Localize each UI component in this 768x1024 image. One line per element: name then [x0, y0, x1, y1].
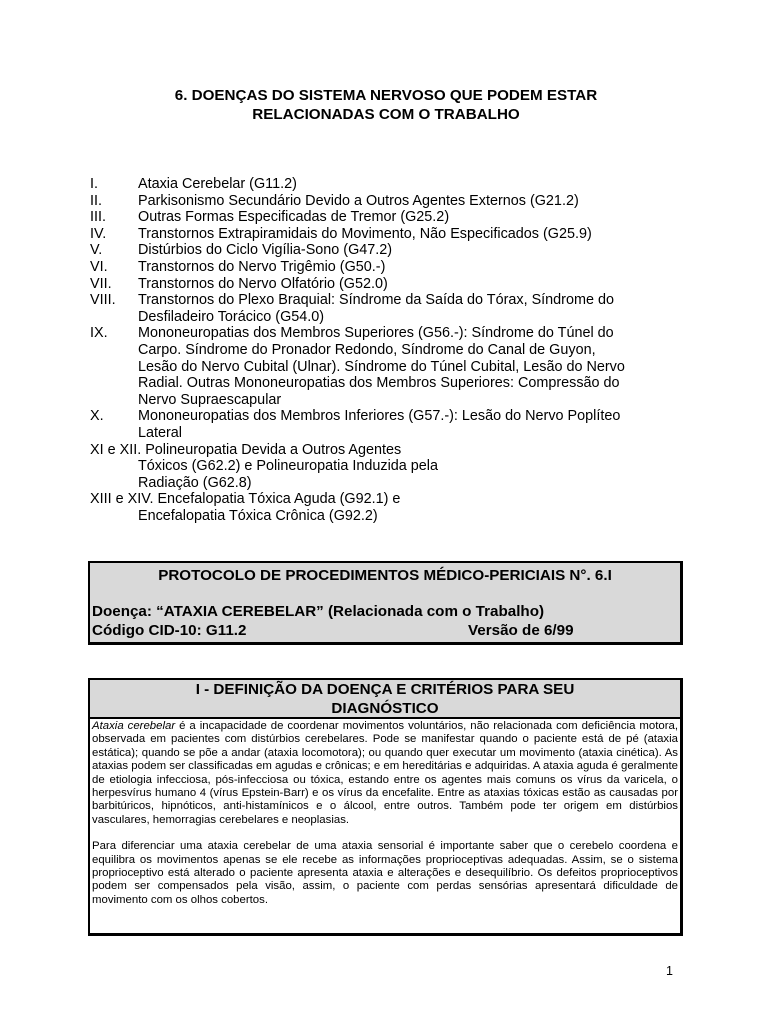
- list-item: [90, 259, 690, 276]
- list-item: [90, 276, 690, 293]
- list-item: [90, 242, 690, 259]
- list-item: [90, 408, 690, 441]
- disease-list: [90, 176, 690, 524]
- list-item-text: Lateral: [138, 424, 183, 441]
- list-item-text: Tóxicos (G62.2) e Polineuropatia Induzida pela: [138, 458, 438, 475]
- chapter-title-line-1: 6. DOENÇAS DO SISTEMA NERVOSO QUE PODEM ESTAR: [174, 87, 598, 104]
- definition-body: [90, 719, 680, 907]
- list-item-text: Parkisonismo Secundário Devido a Outros Agentes Externos (G21.2): [138, 192, 579, 209]
- list-item-number: VIII.: [90, 292, 116, 309]
- list-item-text: Ataxia Cerebelar (G11.2): [138, 176, 297, 192]
- list-item-number: I.: [90, 176, 98, 192]
- definition-heading: [90, 680, 680, 719]
- list-item-number: II.: [90, 192, 102, 209]
- list-item-text: Desfiladeiro Torácico (G54.0): [138, 308, 325, 325]
- chapter-title-line-2: RELACIONADAS COM O TRABALHO: [252, 106, 520, 123]
- definition-term: Ataxia cerebelar: [92, 720, 176, 732]
- protocol-code-row: [90, 621, 680, 640]
- list-item-text: Nervo Supraescapular: [138, 391, 282, 408]
- protocol-disease: Doença: “ATAXIA CEREBELAR” (Relacionada com o Trabalho): [92, 603, 545, 620]
- definition-text: é a incapacidade de coordenar movimentos voluntários, não relacionada com deficiência motora, observada em pacientes com distúrbios cerebelares. Pode se manifestar quando o paciente está de pé (ataxia estática); quando se põe a andar (ataxia locomotora); ou quando quer executar um movimento (ataxia cinética). As ataxias podem ser classificadas em agudas e crônicas; e em hereditárias e adquiridas. A ataxia aguda é geralmente de etiologia infecciosa, pós-infecciosa ou tóxica, estando entre os agentes mais comuns os vírus da varicela, o herpesvírus humano 4 (vírus Epstein-Barr) e os vírus da encefalite. Entre as ataxias tóxicas estão as causadas por barbitúricos, hipnóticos, anti-histamínicos e o álcool, entre outros. Também pode ter origem em distúrbios vasculares, hemorragias cerebelares e neoplasias.: [92, 720, 679, 826]
- list-item: [90, 176, 690, 193]
- list-item: [90, 491, 690, 524]
- list-item-text: Transtornos do Nervo Olfatório (G52.0): [138, 275, 388, 292]
- list-item: [90, 209, 690, 226]
- chapter-title: [88, 86, 684, 124]
- list-item-text: Carpo. Síndrome do Pronador Redondo, Síndrome do Canal de Guyon,: [138, 341, 596, 358]
- list-item-text: XI e XII. Polineuropatia Devida a Outros Agentes: [90, 441, 402, 458]
- list-item-text: Outras Formas Especificadas de Tremor (G25.2): [138, 209, 450, 226]
- protocol-code: Código CID-10: G11.2: [92, 622, 247, 639]
- protocol-box: [88, 561, 683, 645]
- list-item-number: IX.: [90, 325, 108, 342]
- list-item-number: III.: [90, 209, 106, 226]
- list-item-number: V.: [90, 242, 103, 259]
- list-item-text: Radial. Outras Mononeuropatias dos Membros Superiores: Compressão do: [138, 375, 620, 392]
- list-item: [90, 325, 690, 408]
- protocol-heading: PROTOCOLO DE PROCEDIMENTOS MÉDICO-PERICIAIS N°. 6.I: [158, 567, 612, 584]
- list-item: [90, 193, 690, 210]
- list-item-text: Mononeuropatias dos Membros Inferiores (G57.-): Lesão do Nervo Poplíteo: [138, 408, 621, 425]
- list-item-text: Transtornos do Plexo Braquial: Síndrome da Saída do Tórax, Síndrome do: [138, 292, 614, 309]
- list-item-text: Transtornos do Nervo Trigêmio (G50.-): [138, 258, 386, 275]
- list-item-number: VI.: [90, 258, 108, 275]
- list-item-text: XIII e XIV. Encefalopatia Tóxica Aguda (G92.1) e: [90, 491, 401, 508]
- protocol-version: Versão de 6/99: [468, 622, 574, 639]
- definition-paragraph-2: Para diferenciar uma ataxia cerebelar de uma ataxia sensorial é importante saber que o cerebelo coordena e equilibra os movimentos apenas se ele recebe as informações proprioceptivas adequadas. Assim, se o sistema proprioceptivo está alterado o paciente apresenta ataxia e alterações e desequilíbrio. Os defeitos proprioceptivos podem ser compensados pela visão, assim, o paciente com perdas sensórias apresentará dificuldade de movimento com os olhos cobertos.: [92, 840, 678, 906]
- list-item-number: X.: [90, 408, 104, 425]
- definition-heading-line-1: I - DEFINIÇÃO DA DOENÇA E CRITÉRIOS PARA SEU: [195, 681, 575, 698]
- list-item-text: Distúrbios do Ciclo Vigília-Sono (G47.2): [138, 242, 393, 259]
- list-item-text: Radiação (G62.8): [138, 474, 252, 491]
- page-number: 1: [666, 964, 673, 978]
- list-item-number: IV.: [90, 225, 107, 242]
- list-item: [90, 226, 690, 243]
- list-item-text: Lesão do Nervo Cubital (Ulnar). Síndrome do Túnel Cubital, Lesão do Nervo: [138, 358, 625, 375]
- list-item-text: Encefalopatia Tóxica Crônica (G92.2): [138, 507, 378, 524]
- list-item-text: Transtornos Extrapiramidais do Movimento, Não Especificados (G25.9): [138, 225, 592, 242]
- definition-paragraph-1: [92, 720, 678, 827]
- list-item-text: Mononeuropatias dos Membros Superiores (G56.-): Síndrome do Túnel do: [138, 325, 614, 342]
- list-item-number: VII.: [90, 275, 112, 292]
- definition-heading-line-2: DIAGNÓSTICO: [331, 699, 439, 717]
- list-item: [90, 442, 690, 492]
- list-item: [90, 292, 690, 325]
- definition-box: [88, 678, 683, 936]
